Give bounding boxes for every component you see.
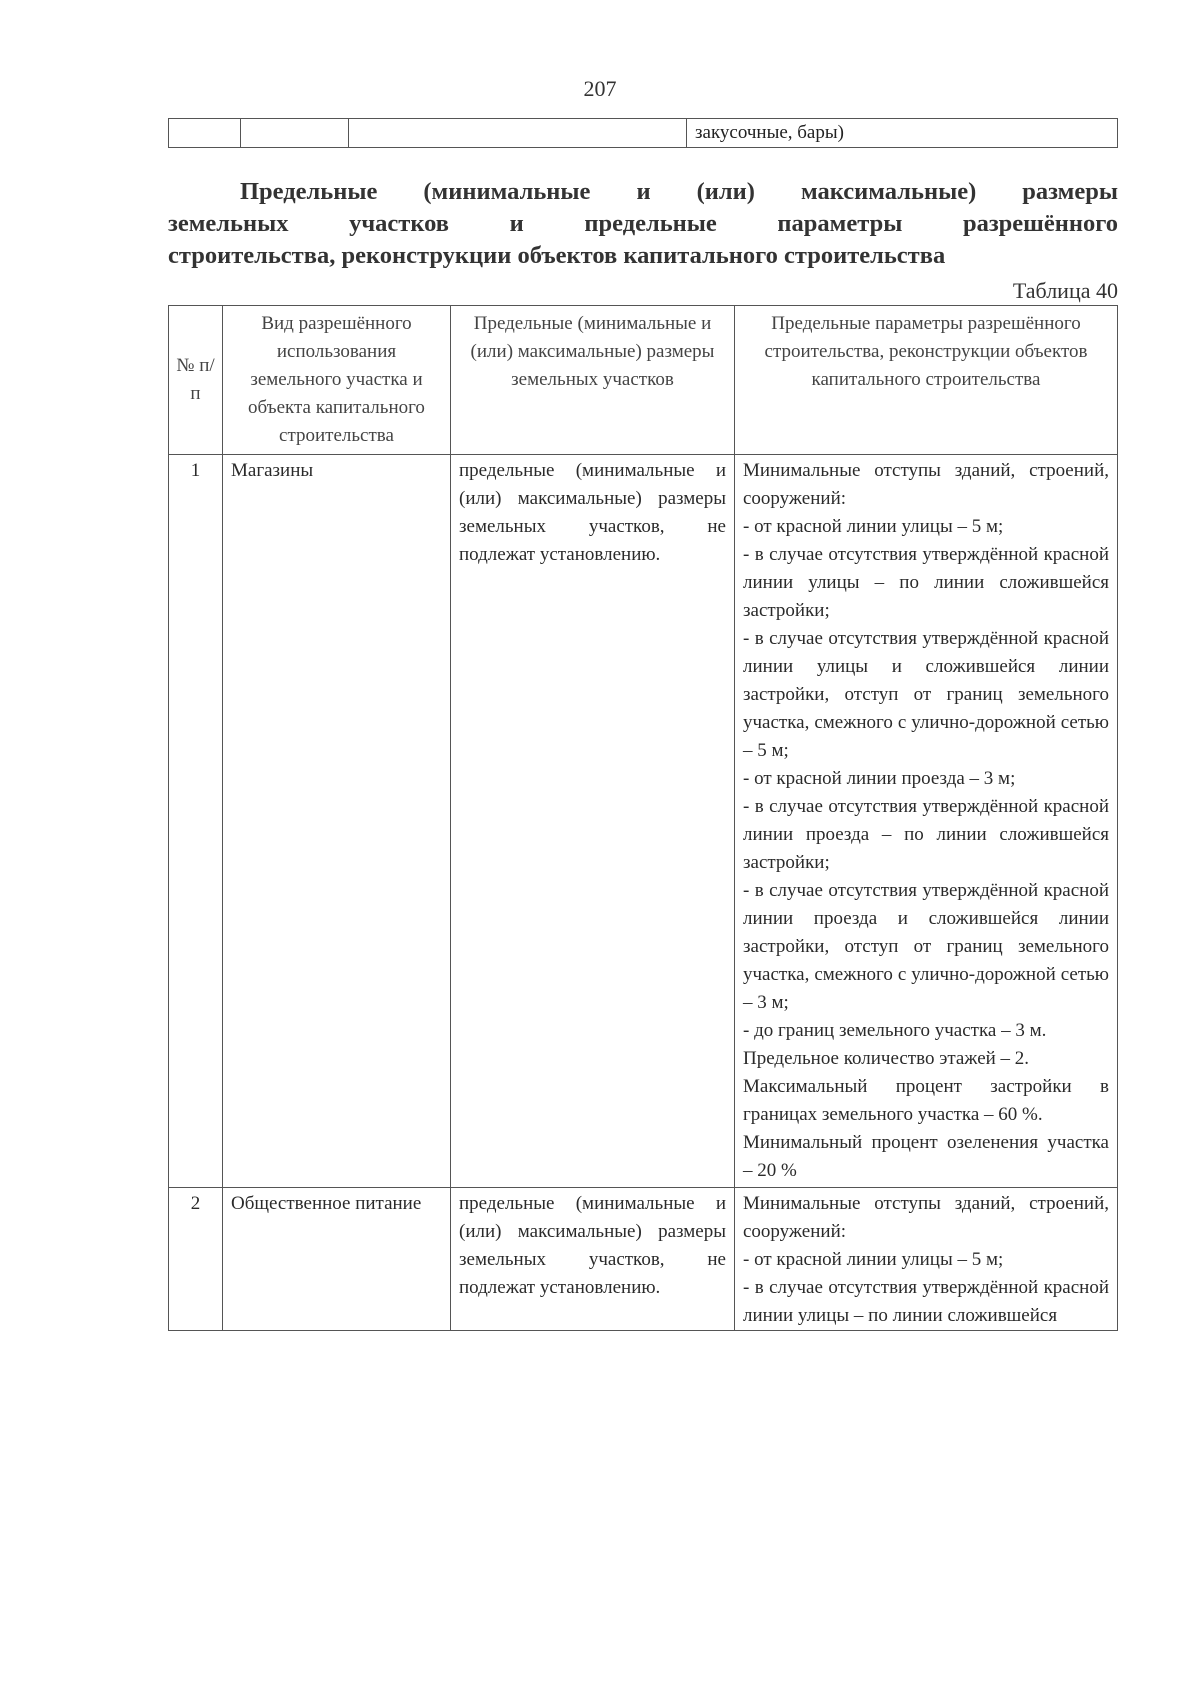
param-line: - от красной линии проезда – 3 м;: [743, 768, 1016, 789]
param-line: Минимальные отступы зданий, строений, сооружений:: [743, 460, 1109, 509]
table-row: [169, 455, 1118, 1188]
table-header-row: [169, 306, 1118, 455]
param-line: - в случае отсутствия утверждённой красной линии проезда и сложившейся линии застройки, отступ от границ земельного участка, смежного с улично-дорожной сетью – 3 м;: [743, 880, 1109, 1013]
column-header-plot-sizes: Предельные (минимальные и (или) максимальные) размеры земельных участков: [451, 306, 735, 455]
heading-line: земельных участков и предельные параметры разрешённого: [168, 210, 1118, 237]
param-line: Максимальный процент застройки в границах земельного участка – 60 %.: [743, 1076, 1109, 1125]
column-header-construction-params: Предельные параметры разрешённого строительства, реконструкции объектов капитального строительства: [735, 306, 1118, 455]
parameters-table: [168, 305, 1118, 1331]
heading-line: строительства, реконструкции объектов капитального строительства: [168, 242, 946, 269]
param-line: Предельное количество этажей – 2.: [743, 1048, 1030, 1069]
param-line: - от красной линии улицы – 5 м;: [743, 516, 1004, 537]
param-line: - в случае отсутствия утверждённой красной линии улицы – по линии сложившейся застройки;: [743, 544, 1109, 621]
page-number: 207: [583, 76, 617, 101]
heading-line: Предельные (минимальные и (или) максимальные) размеры: [240, 178, 1118, 205]
table-caption: Таблица 40: [1012, 278, 1118, 303]
table-cell: [169, 119, 241, 148]
param-line: Минимальные отступы зданий, строений, сооружений:: [743, 1193, 1109, 1242]
table-cell: закусочные, бары): [687, 119, 1118, 148]
previous-table-fragment: [168, 118, 1118, 148]
use-type-cell: Магазины: [223, 455, 451, 1188]
param-line: - в случае отсутствия утверждённой красной линии улицы и сложившейся линии застройки, отступ от границ земельного участка, смежного с улично-дорожной сетью – 5 м;: [743, 628, 1109, 761]
table-row: [169, 1188, 1118, 1331]
param-line: Минимальный процент озеленения участка – 20 %: [743, 1132, 1109, 1181]
param-line: - от красной линии улицы – 5 м;: [743, 1249, 1004, 1270]
plot-sizes-cell: предельные (минимальные и (или) максимальные) размеры земельных участков, не подлежат установлению.: [451, 455, 735, 1188]
param-line: - в случае отсутствия утверждённой красной линии улицы – по линии сложившейся: [743, 1277, 1109, 1326]
table-row: [169, 119, 1118, 148]
column-header-use-type: Вид разрешённого использования земельного участка и объекта капитального строительства: [223, 306, 451, 455]
table-cell: [349, 119, 687, 148]
table-cell: [241, 119, 349, 148]
use-type-cell: Общественное питание: [223, 1188, 451, 1331]
param-line: - в случае отсутствия утверждённой красной линии проезда – по линии сложившейся застройки;: [743, 796, 1109, 873]
construction-params-cell: [735, 455, 1118, 1188]
row-number: 1: [169, 455, 223, 1188]
row-number: 2: [169, 1188, 223, 1331]
construction-params-cell: [735, 1188, 1118, 1331]
column-header-number: № п/п: [169, 306, 223, 455]
plot-sizes-cell: предельные (минимальные и (или) максимальные) размеры земельных участков, не подлежат установлению.: [451, 1188, 735, 1331]
param-line: - до границ земельного участка – 3 м.: [743, 1020, 1047, 1041]
section-heading: [168, 176, 1118, 272]
